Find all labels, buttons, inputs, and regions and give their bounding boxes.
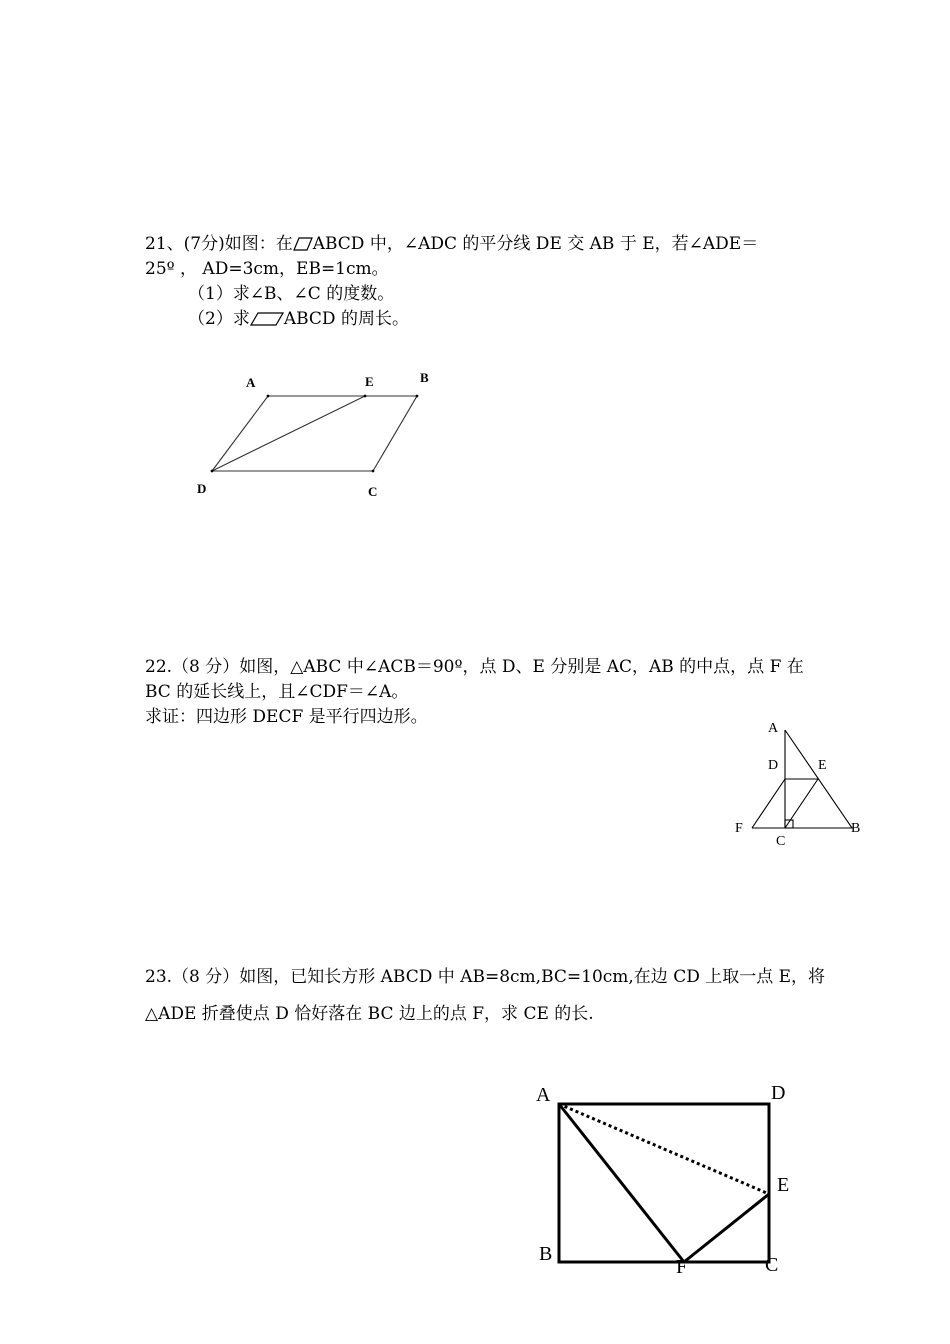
q21-line2: 25º ， AD=3cm，EB=1cm。 [145,259,389,279]
segment-ec [785,779,818,828]
fold-af [559,1104,684,1262]
parallelogram-icon [293,237,313,251]
q23-line2: △ADE 折叠使点 D 恰好落在 BC 边上的点 F，求 CE 的长. [145,1004,594,1024]
q21-sub1: （1）求∠B、∠C 的度数。 [188,284,395,304]
label-a: A [536,1084,551,1106]
label-e: E [777,1174,790,1196]
label-d: D [197,481,207,496]
q23-figure [530,1075,800,1280]
segment-fd [752,779,785,828]
label-e: E [365,374,374,389]
segment-de [212,396,365,471]
label-a: A [246,375,256,390]
q21-sub2-post: ABCD 的周长。 [283,309,409,329]
parallelogram-abcd [212,396,417,471]
label-a: A [768,721,779,736]
label-c: C [776,834,786,849]
label-d: D [768,758,779,773]
q21-line1 [145,233,758,255]
parallelogram-icon [250,312,284,326]
label-b: B [539,1243,553,1265]
label-e: E [818,758,827,773]
q22-figure [730,715,870,850]
label-b: B [851,821,861,836]
label-f: F [676,1256,688,1278]
q21-line1-pre: 21、(7分)如图：在 [145,234,293,254]
label-c: C [368,484,378,499]
label-b: B [420,370,429,385]
q23-line1: 23.（8 分）如图，已知长方形 ABCD 中 AB=8cm,BC=10cm,在边 CD 上取一点 E，将 [145,967,826,987]
q21-line1-post: ABCD 中，∠ADC 的平分线 DE 交 AB 于 E，若∠ADE＝ [312,234,759,254]
q22-line2: BC 的延长线上，且∠CDF＝∠A。 [145,682,409,702]
q21-sub2-pre: （2）求 [188,309,250,329]
label-f: F [735,821,743,836]
crease-ae [559,1104,769,1194]
q22-line3: 求证：四边形 DECF 是平行四边形。 [145,707,428,727]
q21-sub2 [188,308,409,330]
q22-line1: 22.（8 分）如图，△ABC 中∠ACB＝90º，点 D、E 分别是 AC，AB 的中点，点 F 在 [145,657,804,677]
label-d: D [771,1082,786,1104]
label-c: C [765,1254,779,1276]
q21-figure [190,360,440,505]
fold-fe [684,1194,769,1262]
